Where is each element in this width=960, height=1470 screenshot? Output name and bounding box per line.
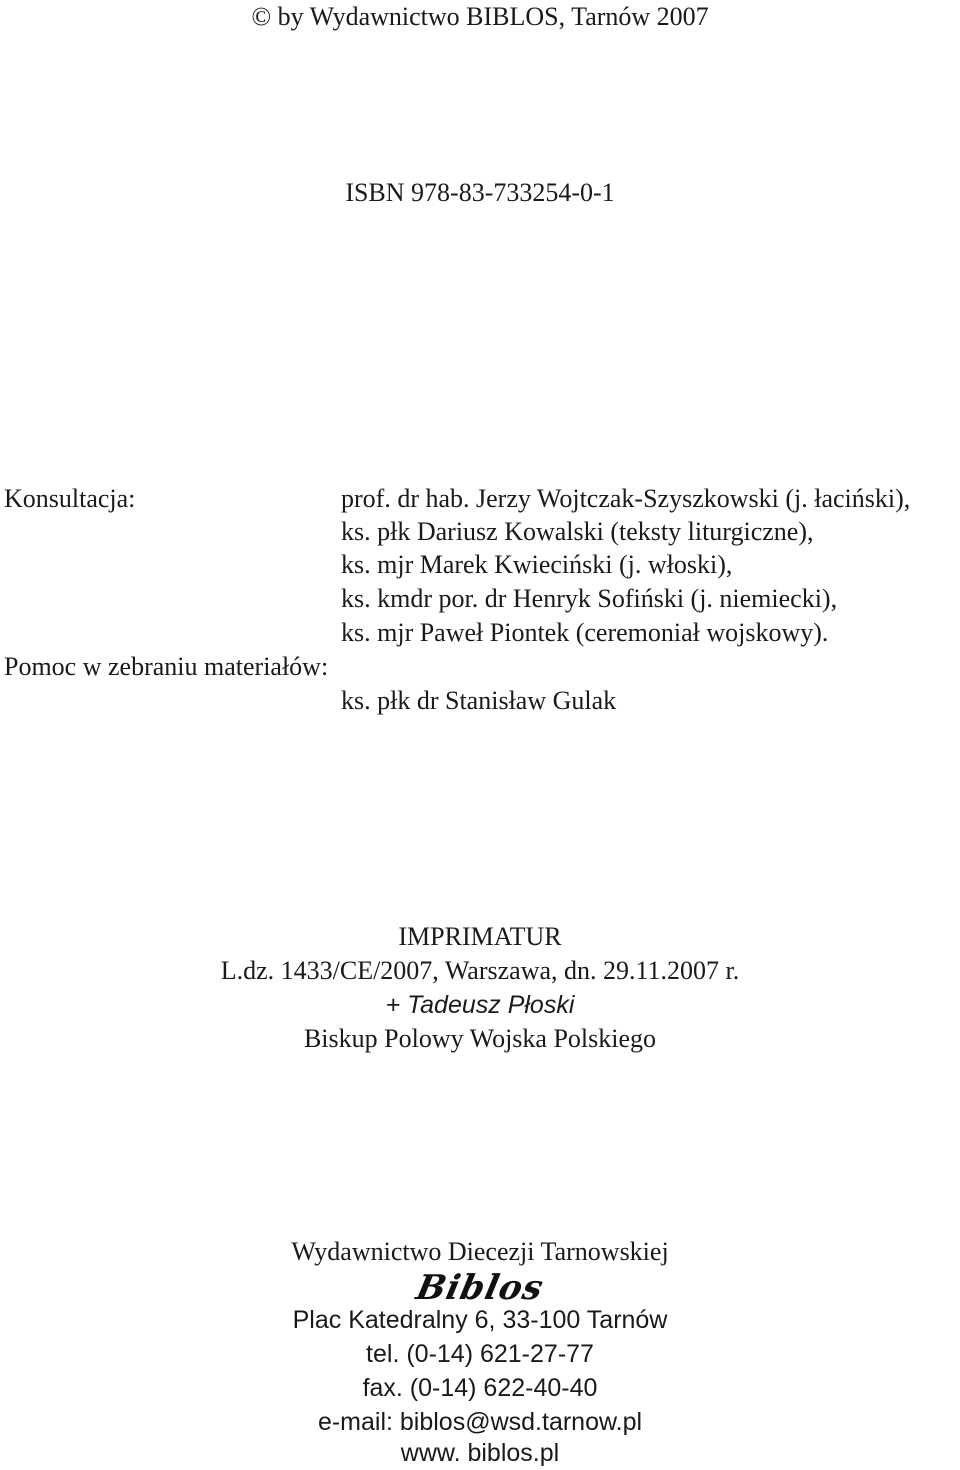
help-name: ks. płk dr Stanisław Gulak	[341, 686, 617, 715]
copyright-line: © by Wydawnictwo BIBLOS, Tarnów 2007	[251, 2, 709, 31]
publisher-email: e-mail: biblos@wsd.tarnow.pl	[317, 1408, 643, 1436]
isbn: ISBN 978-83-733254-0-1	[345, 178, 615, 207]
consultation-name: ks. kmdr por. dr Henryk Sofiński (j. niemiecki),	[341, 584, 838, 613]
biblos-logo-icon: Biblos	[412, 1268, 548, 1308]
consultation-name: ks. mjr Marek Kwieciński (j. włoski),	[341, 550, 733, 579]
help-label: Pomoc w zebraniu materiałów:	[4, 652, 329, 681]
publisher-www: www. biblos.pl	[400, 1439, 560, 1467]
publisher-fax: fax. (0-14) 622-40-40	[362, 1374, 598, 1402]
bishop-name: + Tadeusz Płoski	[385, 991, 575, 1019]
consultation-label: Konsultacja:	[4, 484, 136, 513]
consultation-name: prof. dr hab. Jerzy Wojtczak-Szyszkowski (j. łaciński),	[341, 484, 911, 513]
consultation-name: ks. płk Dariusz Kowalski (teksty liturgiczne),	[341, 517, 814, 546]
consultation-name: ks. mjr Paweł Piontek (ceremoniał wojskowy).	[341, 618, 829, 647]
publisher-address: Plac Katedralny 6, 33-100 Tarnów	[292, 1306, 668, 1334]
imprimatur-number: L.dz. 1433/CE/2007, Warszawa, dn. 29.11.2007 r.	[220, 956, 740, 985]
bishop-office: Biskup Polowy Wojska Polskiego	[303, 1024, 657, 1053]
publisher-name: Wydawnictwo Diecezji Tarnowskiej	[291, 1237, 669, 1266]
publisher-tel: tel. (0-14) 621-27-77	[366, 1340, 594, 1368]
imprimatur-title: IMPRIMATUR	[398, 922, 562, 951]
publisher-logo	[0, 1268, 960, 1308]
